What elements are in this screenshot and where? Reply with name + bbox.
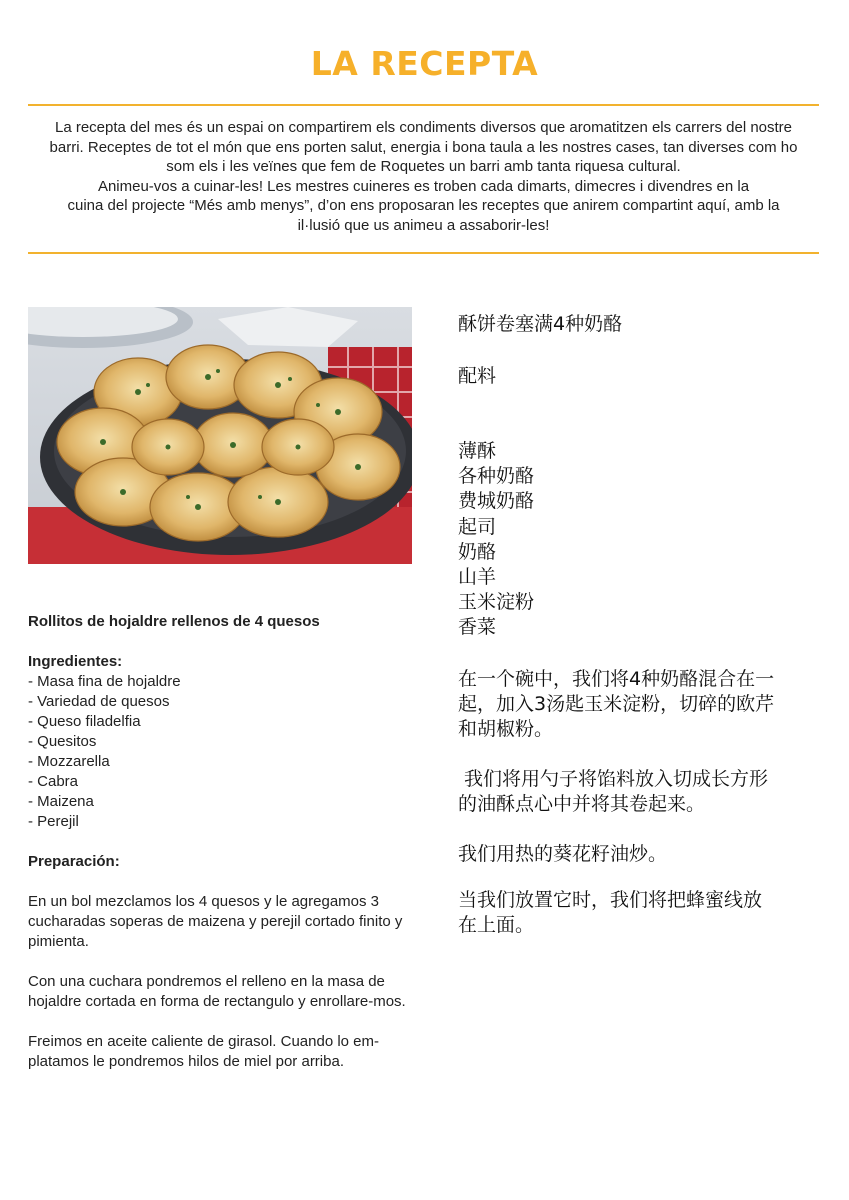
step-line: 我们将用勺子将馅料放入切成长方形 [458, 767, 769, 790]
intro-paragraph [28, 118, 819, 235]
step-line: 当我们放置它时，我们将把蜂蜜线放 [458, 888, 763, 911]
list-item: 各种奶酪 [458, 465, 535, 488]
list-item: - Mozzarella [28, 753, 110, 770]
step-es: En un bol mezclamos los 4 quesos y le agregamos 3 cucharadas soperas de maizena y perejil cortado finito y pimienta. [28, 893, 403, 950]
list-item: - Variedad de quesos [28, 693, 170, 710]
ingredients-heading-es: Ingredientes: [28, 653, 123, 670]
pastry-rolls-photo [28, 307, 412, 564]
list-item: 费城奶酪 [458, 490, 535, 513]
list-item: 奶酪 [458, 540, 497, 563]
recipe-title-es: Rollitos de hojaldre rellenos de 4 quesos [28, 613, 320, 630]
intro-line: La recepta del mes és un espai on compartirem els condiments diversos que aromatitzen els carrers del nostre [54, 119, 793, 136]
list-item: - Quesitos [28, 733, 97, 750]
list-item: 香菜 [458, 616, 497, 639]
spanish-recipe [28, 612, 423, 1072]
list-item: 薄酥 [458, 440, 497, 462]
step-zh-4 [458, 888, 828, 938]
step-line: 起，加入3汤匙玉米淀粉，切碎的欧芹 [458, 692, 775, 715]
intro-line: Animeu-vos a cuinar-les! Les mestres cuineres es troben cada dimarts, dimecres i divendres en la [97, 177, 750, 195]
bottom-divider [28, 252, 819, 254]
step-es: Freimos en aceite caliente de girasol. Cuando lo em-platamos le pondremos hilos de miel por arriba. [28, 1033, 380, 1070]
intro-line: cuina del projecte “Més amb menys”, d’on ens proposaran les receptes que anirem compartint aquí, amb la [67, 197, 780, 214]
step-zh-3: 我们用热的葵花籽油炒。 [458, 842, 668, 865]
top-divider [28, 104, 819, 106]
step-line: 的油酥点心中并将其卷起来。 [458, 792, 706, 815]
list-item: - Masa fina de hojaldre [28, 673, 181, 690]
preparation-heading-es: Preparación: [28, 853, 120, 870]
list-item: - Perejil [28, 813, 79, 830]
step-es: Con una cuchara pondremos el relleno en la masa de hojaldre cortada en forma de rectangulo y enrollare-mos. [28, 973, 406, 1010]
ingredients-heading-zh: 配料 [458, 365, 497, 387]
ingredients-list-zh [458, 439, 828, 641]
intro-line: il·lusió que us animeu a assaborir-les! [297, 216, 550, 234]
step-line: 在一个碗中，我们将4种奶酪混合在一 [458, 667, 775, 690]
recipe-title-zh: 酥饼卷塞满4种奶酪 [458, 313, 623, 335]
list-item: - Queso filadelfia [28, 713, 141, 730]
step-line: 和胡椒粉。 [458, 717, 554, 740]
list-item: 玉米淀粉 [458, 591, 535, 614]
list-item: 山羊 [458, 566, 497, 589]
list-item: 起司 [458, 515, 497, 538]
intro-line: barri. Receptes de tot el món que ens porten salut, energia i bona taula a les nostres cases, tan diverses com ho [49, 138, 798, 156]
list-item: - Cabra [28, 773, 79, 790]
page-title: LA RECEPTA [310, 44, 539, 83]
chinese-recipe [458, 312, 828, 938]
step-zh-1 [458, 667, 828, 742]
ingredients-list-es [28, 672, 423, 832]
intro-line: som els i les veïnes que fem de Roquetes un barri amb tanta riquesa cultural. [166, 158, 681, 175]
step-line: 在上面。 [458, 913, 535, 936]
step-zh-2 [458, 767, 828, 817]
list-item: - Maizena [28, 793, 94, 810]
